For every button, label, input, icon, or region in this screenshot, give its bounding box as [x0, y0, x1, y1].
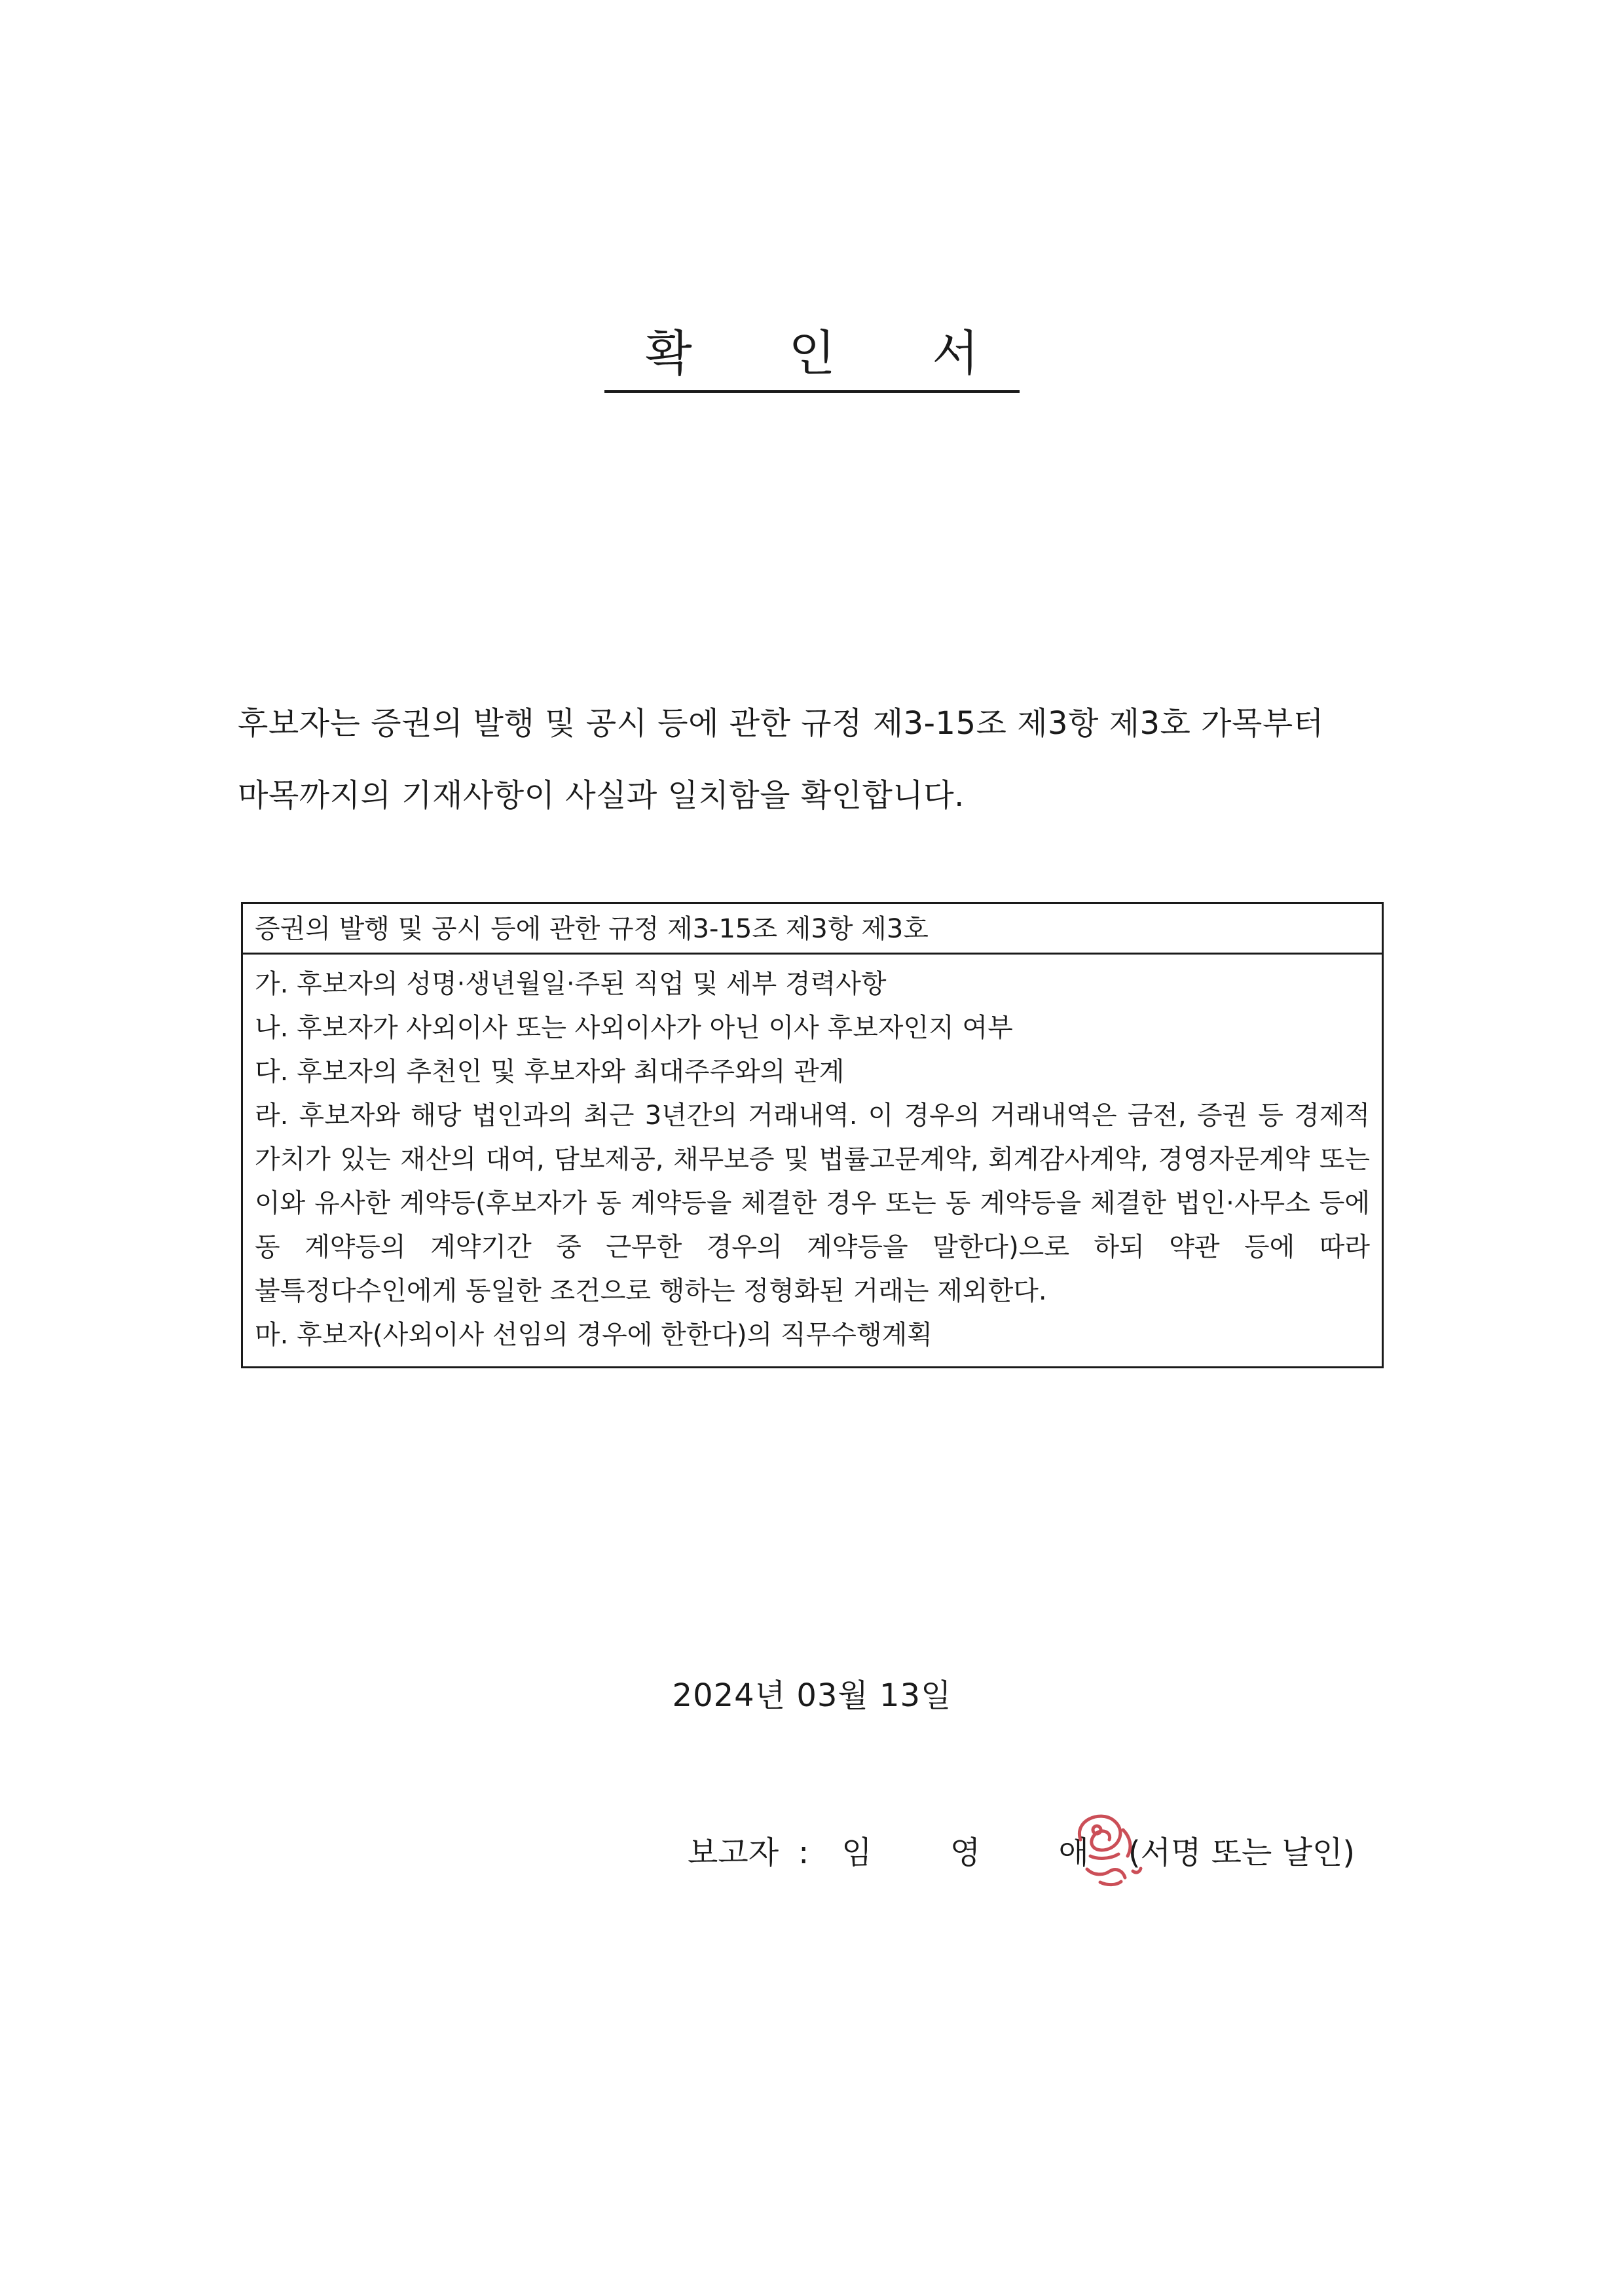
- list-item: 마. 후보자(사외이사 선임의 경우에 한한다)의 직무수행계획: [255, 1320, 932, 1350]
- regulation-table-body: [243, 955, 1382, 1366]
- document-title: [0, 321, 1624, 393]
- list-item: 나. 후보자가 사외이사 또는 사외이사가 아닌 이사 후보자인지 여부: [255, 1013, 1013, 1043]
- signature-note: (서명 또는 날인): [1128, 1834, 1356, 1871]
- list-item: 라. 후보자와 해당 법인과의 최근 3년간의 거래내역. 이 경우의 거래내역은 금전, 증권 등 경제적 가치가 있는 재산의 대여, 담보제공, 채무보증 및 법률고문계약, 회계감사계약, 경영자문계약 또는 이와 유사한 계약등(후보자가 동 계약등을 체결한 경우 또는 동 계약등을 체결한 법인·사무소 등에 동 계약등의 계약기간 중 근무한 경우의 계약등을 말한다)으로 하되 약관 등에 따라 불특정다수인에게 동일한 조건으로 행하는 정형화된 거래는 제외한다.: [255, 1101, 1370, 1306]
- regulation-table: [241, 902, 1384, 1368]
- list-item: 가. 후보자의 성명·생년월일·주된 직업 및 세부 경력사항: [255, 969, 887, 999]
- intro-paragraph: 후보자는 증권의 발행 및 공시 등에 관한 규정 제3-15조 제3항 제3호 가목부터 마목까지의 기재사항이 사실과 일치함을 확인합니다.: [238, 705, 1324, 814]
- document-title-text: 확 인 서: [604, 321, 1020, 393]
- document-date: 2024년 03월 13일: [672, 1677, 952, 1714]
- regulation-table-header: 증권의 발행 및 공시 등에 관한 규정 제3-15조 제3항 제3호: [243, 904, 1382, 955]
- list-item: 다. 후보자의 추천인 및 후보자와 최대주주와의 관계: [255, 1057, 845, 1087]
- reporter-label: 보고자: [688, 1834, 779, 1871]
- reporter-colon: :: [798, 1834, 809, 1871]
- signature-line: [688, 1827, 1355, 1879]
- reporter-name: 임 영 애: [841, 1834, 1123, 1871]
